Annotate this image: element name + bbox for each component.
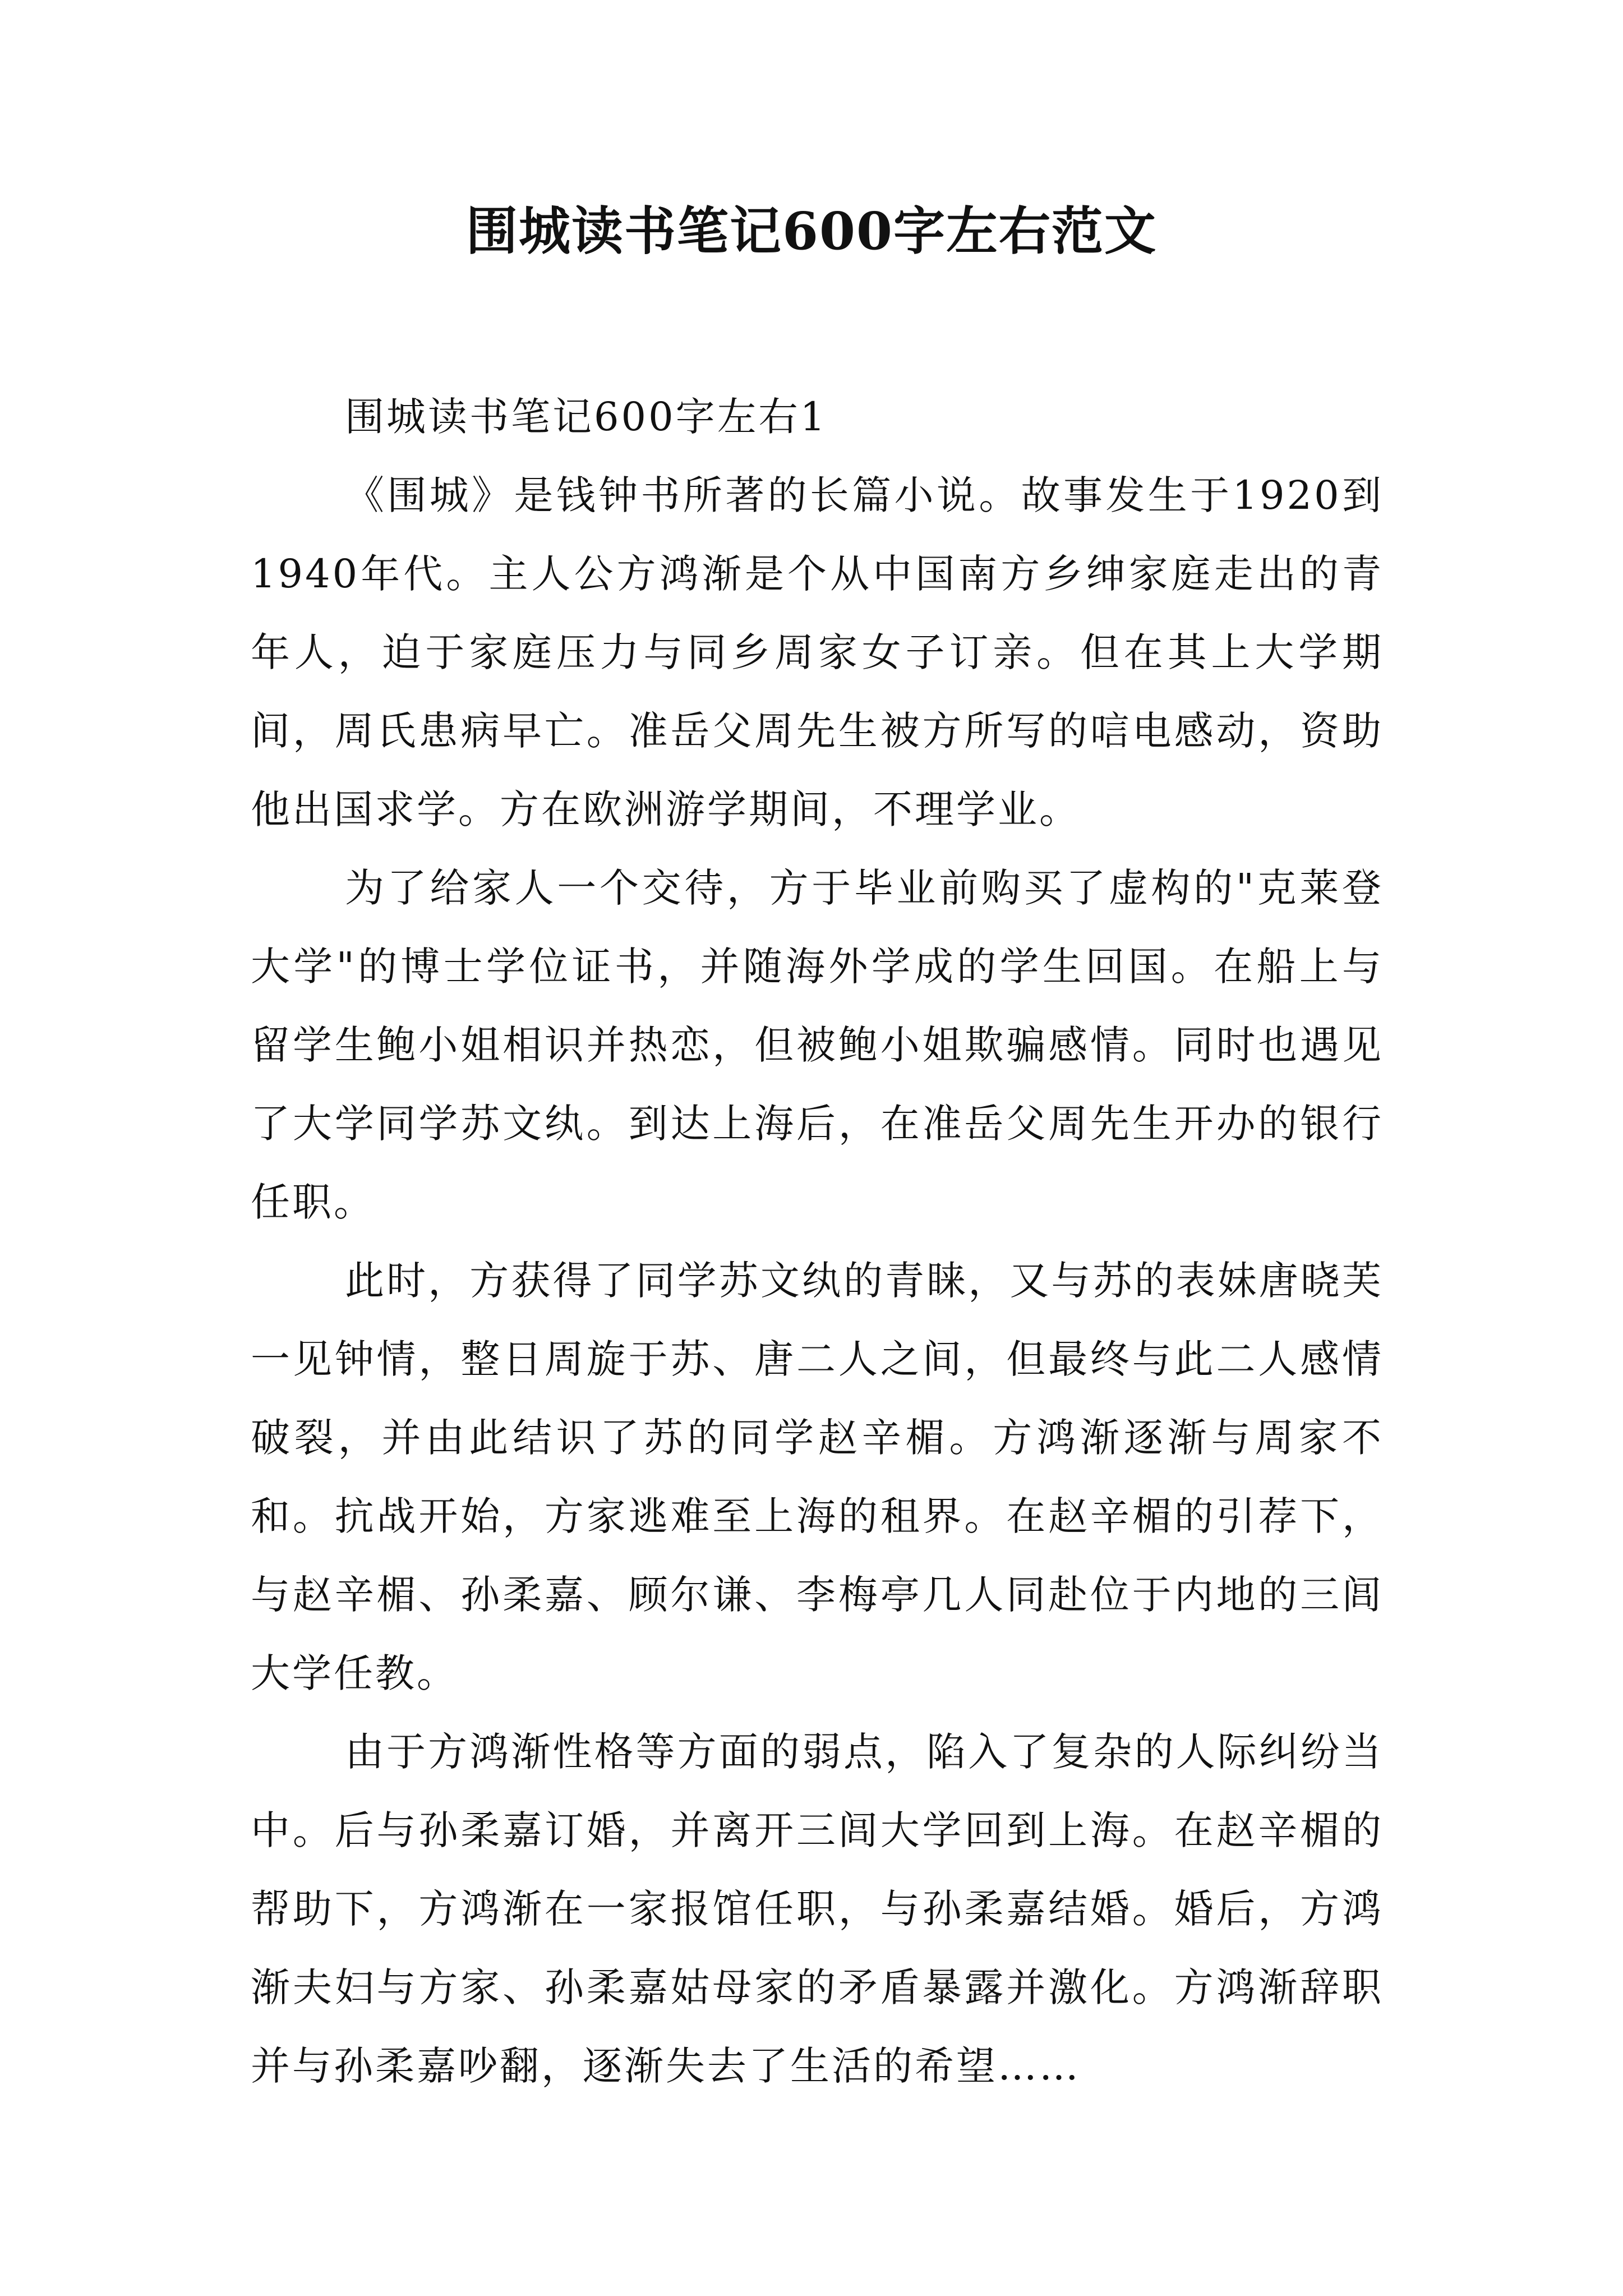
document-title: 围城读书笔记600字左右范文 [465,201,1158,261]
body-paragraph: 《围城》是钱钟书所著的长篇小说。故事发生于1920到1940年代。主人公方鸿渐是个从中国南方乡绅家庭走出的青年人，迫于家庭压力与同乡周家女子订亲。但在其上大学期间，周氏患病早亡。准岳父周先生被方所写的唁电感动，资助他出国求学。方在欧洲游学期间，不理学业。 [251,472,1384,832]
body-paragraph: 由于方鸿渐性格等方面的弱点，陷入了复杂的人际纠纷当中。后与孙柔嘉订婚，并离开三闾大学回到上海。在赵辛楣的帮助下，方鸿渐在一家报馆任职，与孙柔嘉结婚。婚后，方鸿渐夫妇与方家、孙柔嘉姑母家的矛盾暴露并激化。方鸿渐辞职并与孙柔嘉吵翻，逐渐失去了生活的希望…… [251,1729,1384,2089]
section-heading: 围城读书笔记600字左右1 [345,394,828,440]
body-paragraph: 为了给家人一个交待，方于毕业前购买了虚构的"克莱登大学"的博士学位证书，并随海外学成的学生回国。在船上与留学生鲍小姐相识并热恋，但被鲍小姐欺骗感情。同时也遇见了大学同学苏文纨。到达上海后，在准岳父周先生开办的银行任职。 [251,865,1384,1225]
document-body [251,378,1384,2105]
body-paragraph: 此时，方获得了同学苏文纨的青睐，又与苏的表妹唐晓芙一见钟情，整日周旋于苏、唐二人之间，但最终与此二人感情破裂，并由此结识了苏的同学赵辛楣。方鸿渐逐渐与周家不和。抗战开始，方家逃难至上海的租界。在赵辛楣的引荐下，与赵辛楣、孙柔嘉、顾尔谦、李梅亭几人同赴位于内地的三闾大学任教。 [251,1258,1384,1696]
